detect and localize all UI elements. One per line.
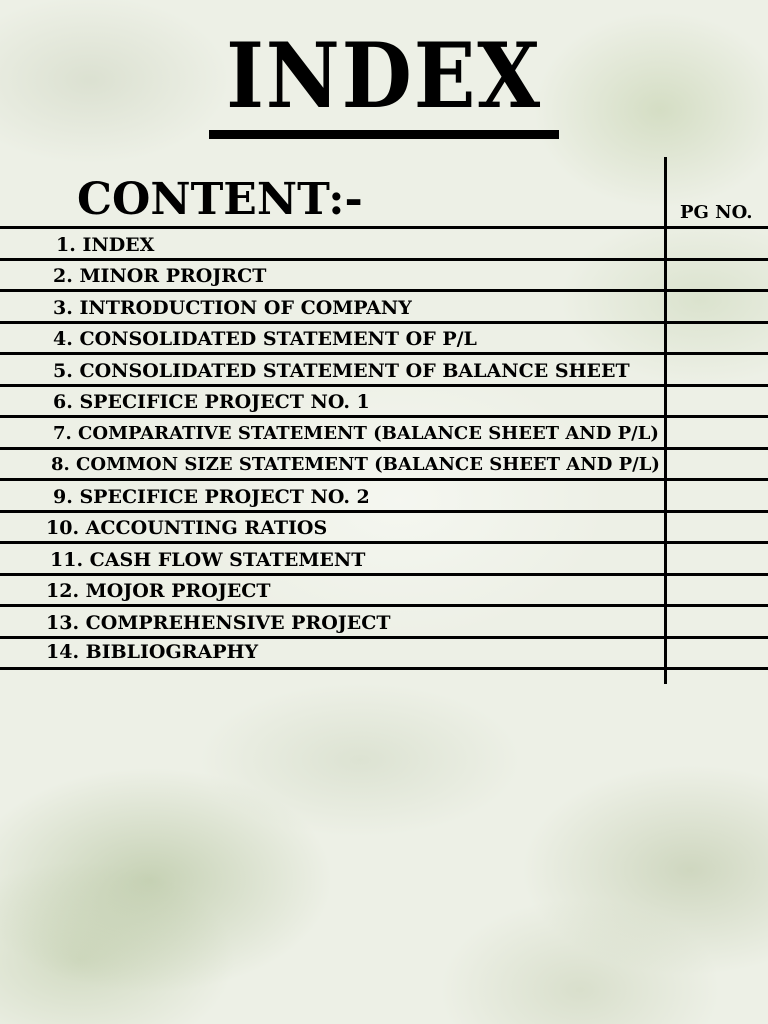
title-underline [209,130,559,139]
table-row [0,321,768,353]
entry-label: 6. SPECIFICE PROJECT NO. 1 [53,391,370,413]
entry-label: 11. CASH FLOW STATEMENT [50,548,366,571]
entry-label: 14. BIBLIOGRAPHY [46,641,259,663]
index-table [0,226,768,670]
table-row [0,352,768,384]
table-row [0,226,768,258]
page-number-column-divider [664,157,667,684]
table-row [0,258,768,290]
table-row [0,541,768,573]
table-row [0,510,768,542]
table-row [0,636,768,671]
content-heading: CONTENT:- [77,174,363,225]
table-row [0,573,768,605]
entry-label: 7. COMPARATIVE STATEMENT (BALANCE SHEET AND P/L) [53,422,659,444]
page-number-column-heading: PG NO. [680,202,753,223]
table-row [0,447,768,479]
table-row [0,604,768,636]
entry-label: 13. COMPREHENSIVE PROJECT [46,611,391,634]
page-title: INDEX [226,23,542,129]
entry-label: 3. INTRODUCTION OF COMPANY [53,296,412,319]
entry-label: 12. MOJOR PROJECT [46,580,271,602]
table-row [0,478,768,510]
table-row [0,384,768,416]
entry-label: 1. INDEX [56,233,155,256]
entry-label: 2. MINOR PROJRCT [53,265,267,287]
table-row [0,415,768,447]
table-row [0,289,768,321]
entry-label: 10. ACCOUNTING RATIOS [46,517,328,539]
entry-label: 9. SPECIFICE PROJECT NO. 2 [53,485,370,508]
entry-label: 8. COMMON SIZE STATEMENT (BALANCE SHEET AND P/L) [51,454,660,475]
entry-label: 5. CONSOLIDATED STATEMENT OF BALANCE SHEET [53,359,630,382]
entry-label: 4. CONSOLIDATED STATEMENT OF P/L [53,328,477,350]
